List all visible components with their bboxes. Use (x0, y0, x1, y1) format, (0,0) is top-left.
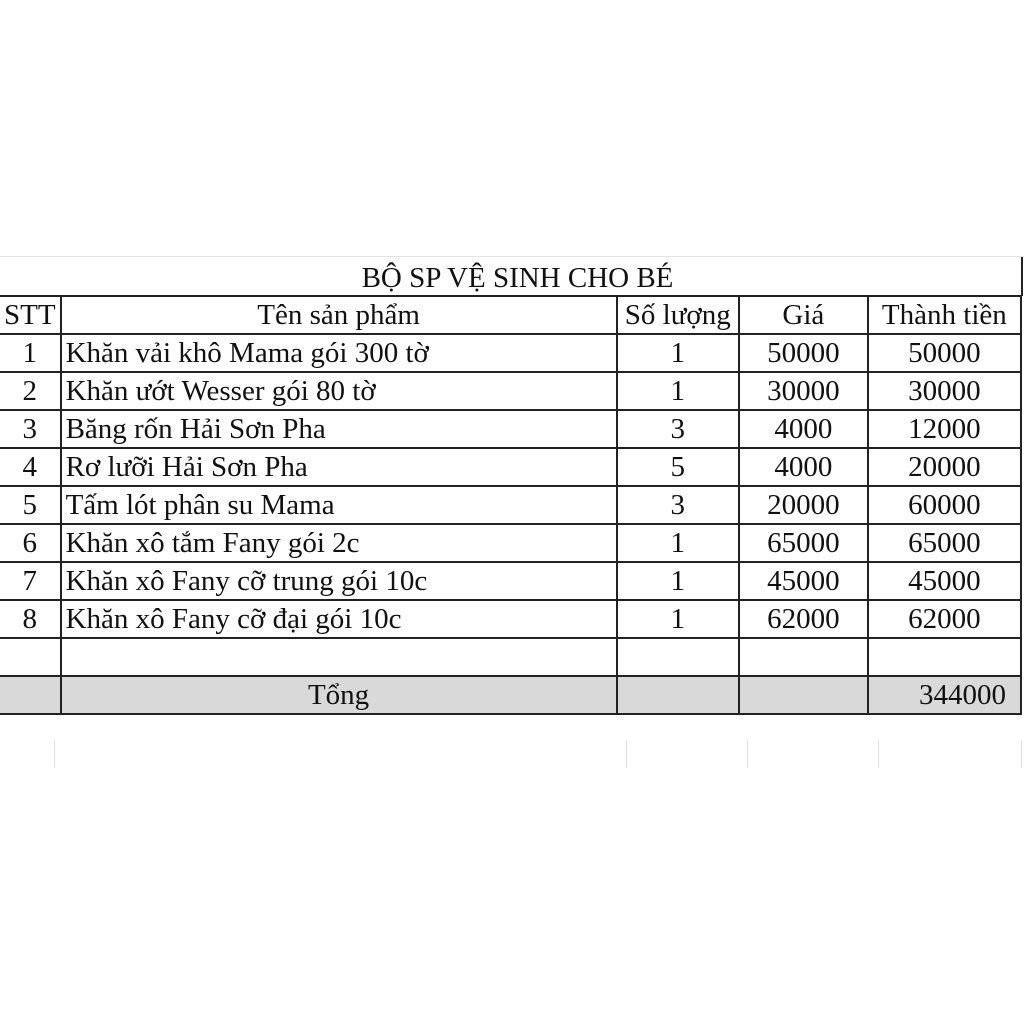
cell-stt[interactable]: 3 (0, 410, 61, 448)
cell-quantity[interactable]: 3 (617, 410, 739, 448)
cell-stt[interactable]: 4 (0, 448, 61, 486)
table-row (0, 448, 1021, 486)
cell-price[interactable]: 30000 (739, 372, 868, 410)
cell-quantity[interactable]: 1 (617, 334, 739, 372)
empty-row (0, 638, 1021, 676)
cell-quantity[interactable]: 1 (617, 524, 739, 562)
cell-price[interactable]: 50000 (739, 334, 868, 372)
cell-quantity[interactable]: 1 (617, 562, 739, 600)
cell-line-total[interactable] (868, 638, 1021, 676)
table-row (0, 372, 1021, 410)
cell-price[interactable]: 62000 (739, 600, 868, 638)
cell-stt[interactable] (0, 638, 61, 676)
cell-product-name[interactable]: Tấm lót phân su Mama (61, 486, 617, 524)
title-merged-cell[interactable] (0, 257, 1023, 296)
cell-stt[interactable]: 5 (0, 486, 61, 524)
header-row (0, 296, 1021, 334)
table-row (0, 562, 1021, 600)
cell-product-name[interactable]: Khăn xô tắm Fany gói 2c (61, 524, 617, 562)
header-quantity[interactable]: Số lượng (617, 296, 739, 334)
cell-line-total[interactable]: 45000 (868, 562, 1021, 600)
grand-total-value[interactable]: 344000 (868, 676, 1021, 714)
table-row (0, 410, 1021, 448)
cell-stt[interactable]: 2 (0, 372, 61, 410)
total-label[interactable]: Tổng (61, 676, 617, 714)
cell-price[interactable]: 4000 (739, 410, 868, 448)
cell-price[interactable] (739, 638, 868, 676)
cell-stt[interactable]: 7 (0, 562, 61, 600)
cell-product-name[interactable]: Khăn xô Fany cỡ trung gói 10c (61, 562, 617, 600)
cell-line-total[interactable]: 62000 (868, 600, 1021, 638)
cell-line-total[interactable]: 30000 (868, 372, 1021, 410)
cell-product-name[interactable] (61, 638, 617, 676)
cell-line-total[interactable]: 20000 (868, 448, 1021, 486)
cell-quantity[interactable]: 5 (617, 448, 739, 486)
cell-line-total[interactable]: 12000 (868, 410, 1021, 448)
total-row (0, 676, 1021, 714)
cell-line-total[interactable]: 60000 (868, 486, 1021, 524)
total-stt-cell[interactable] (0, 676, 61, 714)
total-price-cell[interactable] (739, 676, 868, 714)
cell-line-total[interactable]: 50000 (868, 334, 1021, 372)
cell-product-name[interactable]: Khăn ướt Wesser gói 80 tờ (61, 372, 617, 410)
faint-gridline (626, 740, 627, 768)
cell-product-name[interactable]: Khăn xô Fany cỡ đại gói 10c (61, 600, 617, 638)
table-row (0, 334, 1021, 372)
cell-stt[interactable]: 1 (0, 334, 61, 372)
faint-gridline (54, 740, 55, 768)
cell-quantity[interactable]: 1 (617, 372, 739, 410)
cell-product-name[interactable]: Rơ lưỡi Hải Sơn Pha (61, 448, 617, 486)
cell-line-total[interactable]: 65000 (868, 524, 1021, 562)
faint-gridline (1021, 740, 1022, 768)
table-row (0, 486, 1021, 524)
cell-quantity[interactable]: 3 (617, 486, 739, 524)
table-row (0, 600, 1021, 638)
faint-gridline (878, 740, 879, 768)
header-price[interactable]: Giá (739, 296, 868, 334)
table-title: BỘ SP VỆ SINH CHO BÉ (361, 262, 674, 294)
product-table (0, 295, 1022, 715)
cell-price[interactable]: 4000 (739, 448, 868, 486)
header-stt[interactable]: STT (0, 296, 61, 334)
cell-stt[interactable]: 8 (0, 600, 61, 638)
cell-price[interactable]: 20000 (739, 486, 868, 524)
cell-price[interactable]: 45000 (739, 562, 868, 600)
cell-price[interactable]: 65000 (739, 524, 868, 562)
cell-product-name[interactable]: Băng rốn Hải Sơn Pha (61, 410, 617, 448)
header-product-name[interactable]: Tên sản phẩm (61, 296, 617, 334)
faint-gridline (747, 740, 748, 768)
table-row (0, 524, 1021, 562)
cell-quantity[interactable] (617, 638, 739, 676)
cell-quantity[interactable]: 1 (617, 600, 739, 638)
cell-stt[interactable]: 6 (0, 524, 61, 562)
header-line-total[interactable]: Thành tiền (868, 296, 1021, 334)
cell-product-name[interactable]: Khăn vải khô Mama gói 300 tờ (61, 334, 617, 372)
total-quantity-cell[interactable] (617, 676, 739, 714)
